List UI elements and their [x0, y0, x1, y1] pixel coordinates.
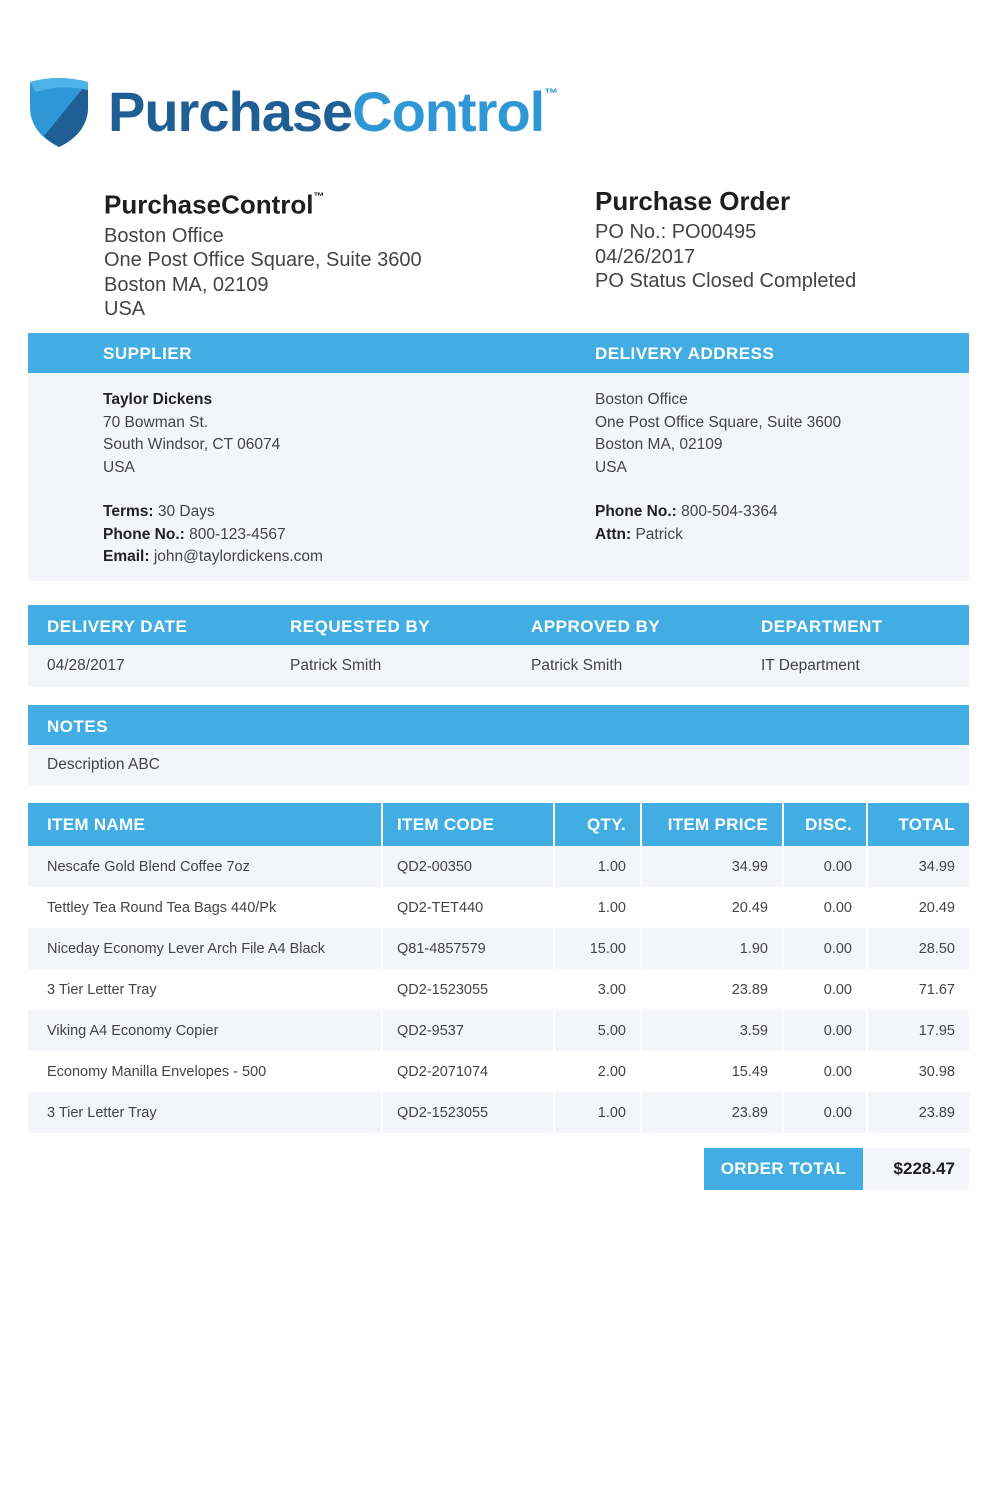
- supplier-line: USA: [103, 458, 135, 476]
- notes-header: [28, 705, 969, 745]
- logo-word-control: Control: [352, 80, 545, 143]
- supplier-line: South Windsor, CT 06074: [103, 436, 281, 453]
- delivery-phone-label: Phone No.:: [595, 503, 677, 520]
- po-number: PO No.: PO00495: [595, 221, 757, 243]
- supplier-terms: [103, 501, 323, 524]
- company-trademark: ™: [313, 191, 325, 203]
- item-disc-cell: 0.00: [783, 1092, 867, 1133]
- col-item-name: ITEM NAME: [28, 803, 382, 846]
- company-line: Boston MA, 02109: [104, 273, 269, 296]
- requested-by-heading: REQUESTED BY: [290, 617, 431, 636]
- item-price-cell: 20.49: [641, 887, 783, 928]
- item-name-cell: Economy Manilla Envelopes - 500: [28, 1051, 382, 1092]
- supplier-email: [103, 546, 323, 569]
- order-status: PO Status Closed Completed: [595, 270, 857, 292]
- logo-word-purchase: Purchase: [108, 80, 353, 143]
- item-price-cell: 34.99: [641, 846, 783, 887]
- item-disc-cell: 0.00: [783, 969, 867, 1010]
- item-qty-cell: 3.00: [554, 969, 641, 1010]
- item-disc-cell: 0.00: [783, 1051, 867, 1092]
- table-row: [28, 928, 969, 969]
- notes-panel: [28, 745, 969, 785]
- item-code-cell: QD2-TET440: [382, 887, 554, 928]
- item-qty-cell: 1.00: [554, 846, 641, 887]
- terms-value: 30 Days: [157, 503, 215, 520]
- item-price-cell: 15.49: [641, 1051, 783, 1092]
- notes-text: Description ABC: [47, 756, 160, 773]
- order-total: [704, 1148, 969, 1190]
- email-label: Email:: [103, 548, 150, 565]
- details-header: [28, 605, 969, 645]
- company-line: Boston Office: [104, 224, 224, 247]
- company-address-block: [104, 186, 422, 322]
- supplier-delivery-panel: [28, 373, 969, 581]
- table-row: [28, 1010, 969, 1051]
- item-name-cell: Nescafe Gold Blend Coffee 7oz: [28, 846, 382, 887]
- delivery-line: USA: [595, 458, 627, 476]
- supplier-phone: [103, 524, 323, 547]
- item-qty-cell: 15.00: [554, 928, 641, 969]
- terms-label: Terms:: [103, 503, 154, 520]
- item-qty-cell: 2.00: [554, 1051, 641, 1092]
- item-total-cell: 28.50: [867, 928, 969, 969]
- items-header-row: [28, 803, 969, 846]
- item-disc-cell: 0.00: [783, 887, 867, 928]
- delivery-phone: [595, 501, 841, 524]
- item-name-cell: Niceday Economy Lever Arch File A4 Black: [28, 928, 382, 969]
- details-panel: [28, 645, 969, 687]
- item-price-cell: 23.89: [641, 1092, 783, 1133]
- order-total-value: $228.47: [863, 1148, 969, 1190]
- item-name-cell: 3 Tier Letter Tray: [28, 969, 382, 1010]
- item-disc-cell: 0.00: [783, 1010, 867, 1051]
- supplier-details: [103, 389, 323, 569]
- requested-by-value: Patrick Smith: [290, 657, 382, 674]
- item-total-cell: 71.67: [867, 969, 969, 1010]
- item-code-cell: QD2-1523055: [382, 969, 554, 1010]
- delivery-line: Boston Office: [595, 391, 688, 408]
- item-code-cell: QD2-2071074: [382, 1051, 554, 1092]
- item-code-cell: QD2-9537: [382, 1010, 554, 1051]
- table-row: [28, 969, 969, 1010]
- department-heading: DEPARTMENT: [761, 617, 883, 636]
- col-item-price: ITEM PRICE: [641, 803, 783, 846]
- delivery-date-heading: DELIVERY DATE: [47, 617, 188, 636]
- supplier-delivery-header: [28, 333, 969, 373]
- company-name-text: PurchaseControl: [104, 189, 314, 220]
- delivery-date-value: 04/28/2017: [47, 657, 125, 674]
- shield-icon: [28, 76, 90, 148]
- item-price-cell: 23.89: [641, 969, 783, 1010]
- delivery-phone-value: 800-504-3364: [681, 503, 778, 520]
- table-row: [28, 887, 969, 928]
- delivery-details: [595, 389, 841, 546]
- item-code-cell: QD2-1523055: [382, 1092, 554, 1133]
- items-body: [28, 846, 969, 1133]
- order-total-label: ORDER TOTAL: [704, 1148, 863, 1190]
- brand-logo: [28, 76, 557, 148]
- item-total-cell: 17.95: [867, 1010, 969, 1051]
- company-line: USA: [104, 298, 146, 321]
- col-qty: QTY.: [554, 803, 641, 846]
- order-title: Purchase Order: [595, 186, 791, 216]
- col-total: TOTAL: [867, 803, 969, 846]
- item-qty-cell: 1.00: [554, 1092, 641, 1133]
- logo-wordmark: [108, 80, 558, 143]
- attn-value: Patrick: [635, 525, 683, 543]
- delivery-attn: [595, 524, 841, 547]
- table-row: [28, 846, 969, 887]
- item-code-cell: QD2-00350: [382, 846, 554, 887]
- table-row: [28, 1051, 969, 1092]
- item-code-cell: Q81-4857579: [382, 928, 554, 969]
- approved-by-value: Patrick Smith: [531, 657, 623, 674]
- col-disc: DISC.: [783, 803, 867, 846]
- item-qty-cell: 1.00: [554, 887, 641, 928]
- approved-by-heading: APPROVED BY: [531, 617, 661, 636]
- item-total-cell: 34.99: [867, 846, 969, 887]
- company-name: [104, 186, 422, 220]
- attn-label: Attn:: [595, 525, 632, 543]
- phone-label: Phone No.:: [103, 525, 185, 543]
- item-price-cell: 3.59: [641, 1010, 783, 1051]
- item-total-cell: 23.89: [867, 1092, 969, 1133]
- item-name-cell: Viking A4 Economy Copier: [28, 1010, 382, 1051]
- supplier-heading: SUPPLIER: [103, 344, 193, 363]
- order-info-block: [595, 186, 856, 294]
- item-total-cell: 20.49: [867, 887, 969, 928]
- phone-value: 800-123-4567: [189, 525, 286, 543]
- item-name-cell: 3 Tier Letter Tray: [28, 1092, 382, 1133]
- supplier-line: 70 Bowman St.: [103, 413, 209, 431]
- col-item-code: ITEM CODE: [382, 803, 554, 846]
- delivery-line: Boston MA, 02109: [595, 436, 723, 453]
- logo-trademark: ™: [544, 85, 558, 101]
- company-line: One Post Office Square, Suite 3600: [104, 249, 422, 272]
- item-qty-cell: 5.00: [554, 1010, 641, 1051]
- items-table: [28, 803, 969, 1133]
- supplier-name: Taylor Dickens: [103, 391, 213, 408]
- item-price-cell: 1.90: [641, 928, 783, 969]
- department-value: IT Department: [761, 657, 860, 674]
- email-value[interactable]: john@taylordickens.com: [153, 548, 323, 565]
- table-row: [28, 1092, 969, 1133]
- item-disc-cell: 0.00: [783, 846, 867, 887]
- item-name-cell: Tettley Tea Round Tea Bags 440/Pk: [28, 887, 382, 928]
- order-date: 04/26/2017: [595, 245, 696, 268]
- delivery-line: One Post Office Square, Suite 3600: [595, 413, 842, 431]
- notes-heading: NOTES: [47, 717, 109, 736]
- item-disc-cell: 0.00: [783, 928, 867, 969]
- delivery-heading: DELIVERY ADDRESS: [595, 344, 775, 363]
- item-total-cell: 30.98: [867, 1051, 969, 1092]
